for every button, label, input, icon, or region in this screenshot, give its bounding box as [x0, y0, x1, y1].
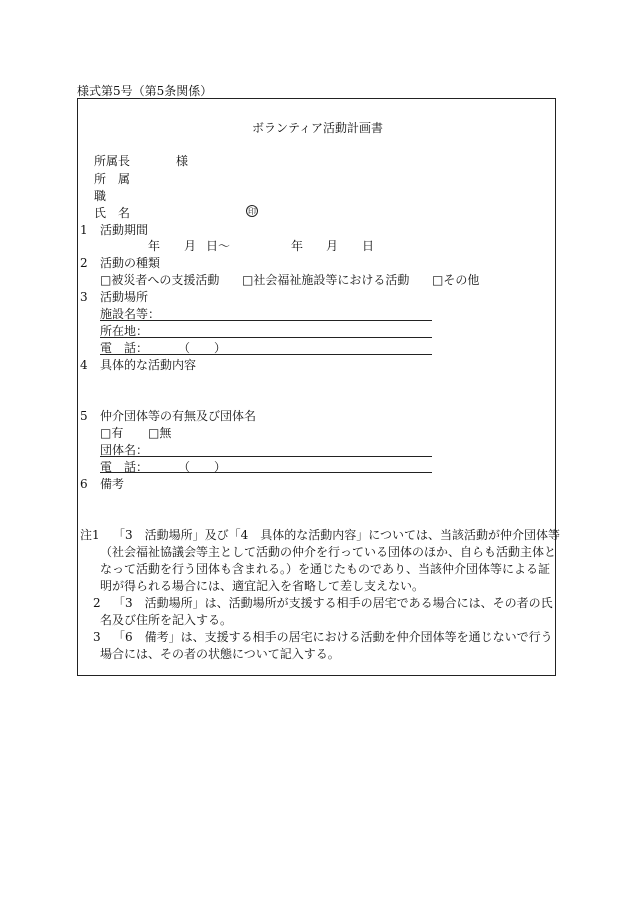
note-2-line: 名及び住所を記入する。 — [100, 613, 233, 627]
org-phone-paren: （ ） — [178, 460, 227, 474]
addressee-honorific: 様 — [176, 154, 189, 168]
note-2-line: 「3 活動場所」は、活動場所が支援する相手の居宅である場合には、その者の氏 — [113, 596, 553, 610]
period-year: 年 — [148, 239, 161, 253]
content-label: 具体的な活動内容 — [100, 358, 197, 372]
remarks-label: 備考 — [100, 477, 125, 491]
period-month: 月 — [184, 239, 197, 253]
facility-label: 施設名等： — [100, 307, 161, 321]
note-1-line: なって活動を行う団体も含まれる。）を通じたものであり、当該仲介団体等による証 — [100, 562, 551, 576]
org-option-yes[interactable]: □有 — [100, 426, 124, 440]
note-2-num: 2 — [93, 596, 101, 610]
position-label: 職 — [94, 189, 107, 203]
org-name-line[interactable] — [100, 456, 432, 457]
item-num-5: 5 — [80, 409, 88, 423]
period-day-from: 日〜 — [206, 239, 231, 253]
org-label: 仲介団体等の有無及び団体名 — [100, 409, 257, 423]
facility-line[interactable] — [100, 320, 432, 321]
note-1-line: （社会福祉協議会等主として活動の仲介を行っている団体のほか、自らも活動主体と — [100, 545, 557, 559]
period-label: 活動期間 — [100, 223, 149, 237]
item-num-3: 3 — [80, 290, 88, 304]
form-title: ボランティア活動計画書 — [252, 121, 384, 135]
name-label: 氏 名 — [94, 206, 131, 220]
affiliation-label: 所 属 — [94, 172, 131, 186]
item-num-6: 6 — [80, 477, 88, 491]
note-3-line: 「6 備考」は、支援する相手の居宅における活動を仲介団体等を通じないで行う — [113, 630, 553, 644]
type-option-disaster[interactable]: □被災者への支援活動 — [100, 273, 220, 287]
addressee-label: 所属長 — [94, 154, 131, 168]
org-phone-line[interactable] — [100, 472, 432, 473]
address-line[interactable] — [100, 337, 432, 338]
org-name-label: 団体名： — [100, 443, 149, 457]
type-option-other[interactable]: □その他 — [432, 273, 480, 287]
form-id: 様式第5号（第5条関係） — [77, 84, 213, 98]
item-num-1: 1 — [80, 223, 88, 237]
place-phone-line[interactable] — [100, 354, 432, 355]
place-phone-label: 電 話： — [100, 341, 149, 355]
note-1-prefix: 注1 — [80, 528, 100, 542]
note-1-line: 「3 活動場所」及び「4 具体的な活動内容」については、当該活動が仲介団体等 — [113, 528, 561, 542]
type-label: 活動の種類 — [100, 256, 161, 270]
address-label: 所在地： — [100, 324, 149, 338]
seal-mark-icon: 印 — [248, 207, 256, 216]
note-1-line: 明が得られる場合には、適宜記入を省略して差し支えない。 — [100, 579, 425, 593]
place-label: 活動場所 — [100, 290, 149, 304]
note-3-num: 3 — [93, 630, 101, 644]
period-day2: 日 — [362, 239, 375, 253]
place-phone-paren: （ ） — [178, 341, 227, 355]
org-option-no[interactable]: □無 — [148, 426, 172, 440]
org-phone-label: 電 話： — [100, 460, 149, 474]
item-num-4: 4 — [80, 358, 88, 372]
note-3-line: 場合には、その者の状態について記入する。 — [100, 647, 340, 661]
item-num-2: 2 — [80, 256, 88, 270]
period-year2: 年 — [291, 239, 304, 253]
period-month2: 月 — [326, 239, 339, 253]
type-option-welfare[interactable]: □社会福祉施設等における活動 — [242, 273, 410, 287]
